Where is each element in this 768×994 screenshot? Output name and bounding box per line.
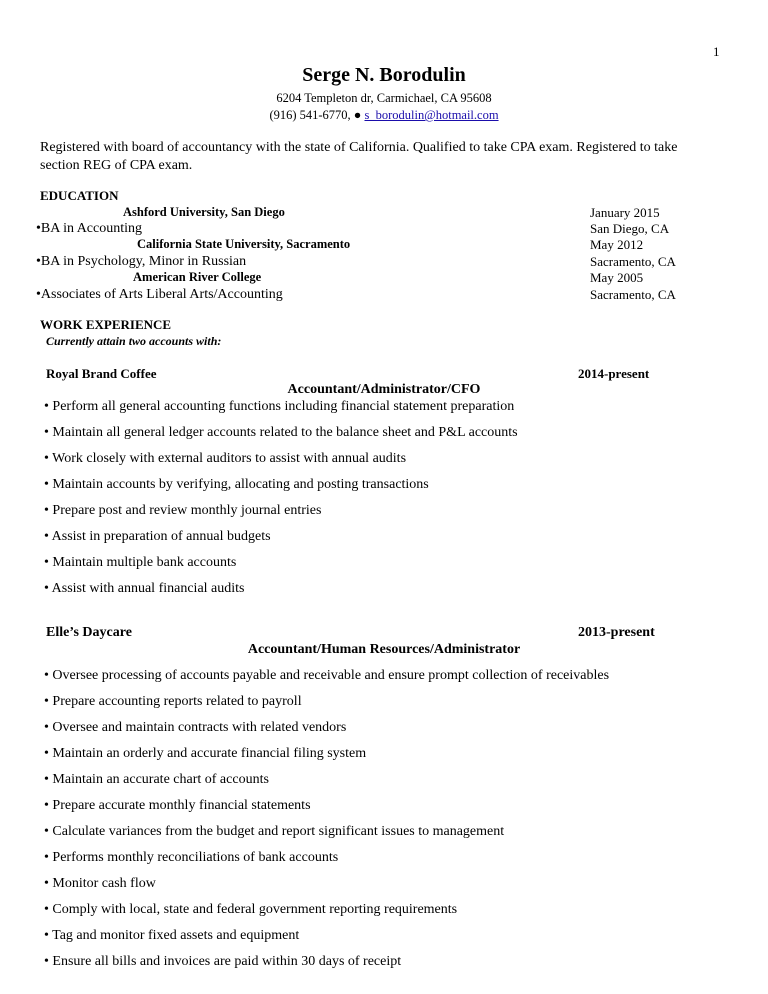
duty-bullet: • Prepare accounting reports related to payroll — [44, 694, 302, 709]
page-number: 1 — [713, 44, 720, 59]
duty-bullet: • Tag and monitor fixed assets and equipment — [44, 928, 300, 943]
duty-bullet: • Comply with local, state and federal government reporting requirements — [44, 902, 458, 917]
education-date: January 2015 — [590, 205, 660, 220]
duty-bullet: • Maintain all general ledger accounts related to the balance sheet and P&L accounts — [44, 425, 518, 440]
job-role: Accountant/Human Resources/Administrator — [247, 642, 521, 657]
employer-name: Elle’s Daycare — [46, 625, 132, 640]
duty-bullet: • Calculate variances from the budget and report significant issues to management — [44, 824, 505, 839]
work-intro: Currently attain two accounts with: — [46, 334, 222, 348]
job-period: 2014-present — [578, 366, 650, 381]
email-link[interactable]: s_borodulin@hotmail.com — [364, 108, 499, 122]
address: 6204 Templeton dr, Carmichael, CA 95608 — [276, 91, 492, 105]
duty-bullet: • Maintain multiple bank accounts — [44, 555, 237, 570]
duty-bullet: • Monitor cash flow — [44, 876, 156, 891]
work-experience-heading: WORK EXPERIENCE — [40, 317, 172, 332]
duty-bullet: • Ensure all bills and invoices are paid within 30 days of receipt — [44, 954, 402, 969]
duty-bullet: • Maintain an accurate chart of accounts — [44, 772, 269, 787]
degree: •Associates of Arts Liberal Arts/Accounting — [36, 287, 283, 302]
duty-bullet: • Work closely with external auditors to assist with annual audits — [44, 451, 407, 466]
duty-bullet: • Maintain accounts by verifying, allocating and posting transactions — [44, 477, 429, 492]
job-period: 2013-present — [578, 625, 655, 640]
duty-bullet: • Assist in preparation of annual budgets — [44, 529, 271, 544]
duty-bullet: • Oversee and maintain contracts with related vendors — [44, 720, 347, 735]
duty-bullet: • Assist with annual financial audits — [44, 581, 245, 596]
duty-bullet: • Prepare post and review monthly journal entries — [44, 503, 322, 518]
degree: •BA in Psychology, Minor in Russian — [36, 254, 247, 269]
degree: •BA in Accounting — [36, 221, 143, 236]
education-location: Sacramento, CA — [590, 254, 676, 269]
school-name: American River College — [133, 270, 262, 284]
education-location: Sacramento, CA — [590, 287, 676, 302]
duty-bullet: • Maintain an orderly and accurate financial filing system — [44, 746, 367, 761]
duty-bullet: • Performs monthly reconciliations of bank accounts — [44, 850, 339, 865]
education-date: May 2005 — [590, 270, 644, 285]
education-heading: EDUCATION — [40, 188, 119, 203]
job-role: Accountant/Administrator/CFO — [287, 382, 481, 397]
phone: (916) 541-6770, ● — [269, 108, 365, 122]
employer-name: Royal Brand Coffee — [46, 366, 157, 381]
duty-bullet: • Oversee processing of accounts payable and receivable and ensure prompt collection of receivables — [44, 668, 610, 683]
school-name: California State University, Sacramento — [137, 237, 351, 251]
duty-bullet: • Prepare accurate monthly financial statements — [44, 798, 311, 813]
resume-name: Serge N. Borodulin — [302, 64, 466, 86]
education-date: May 2012 — [590, 237, 644, 252]
summary: Registered with board of accountancy with the state of California. Qualified to take CPA exam. Registered to take section REG of CPA exam. — [40, 140, 678, 173]
duty-bullet: • Perform all general accounting functions including financial statement preparation — [44, 399, 515, 414]
education-location: San Diego, CA — [590, 221, 670, 236]
contact-line — [0, 108, 768, 123]
school-name: Ashford University, San Diego — [123, 205, 285, 219]
